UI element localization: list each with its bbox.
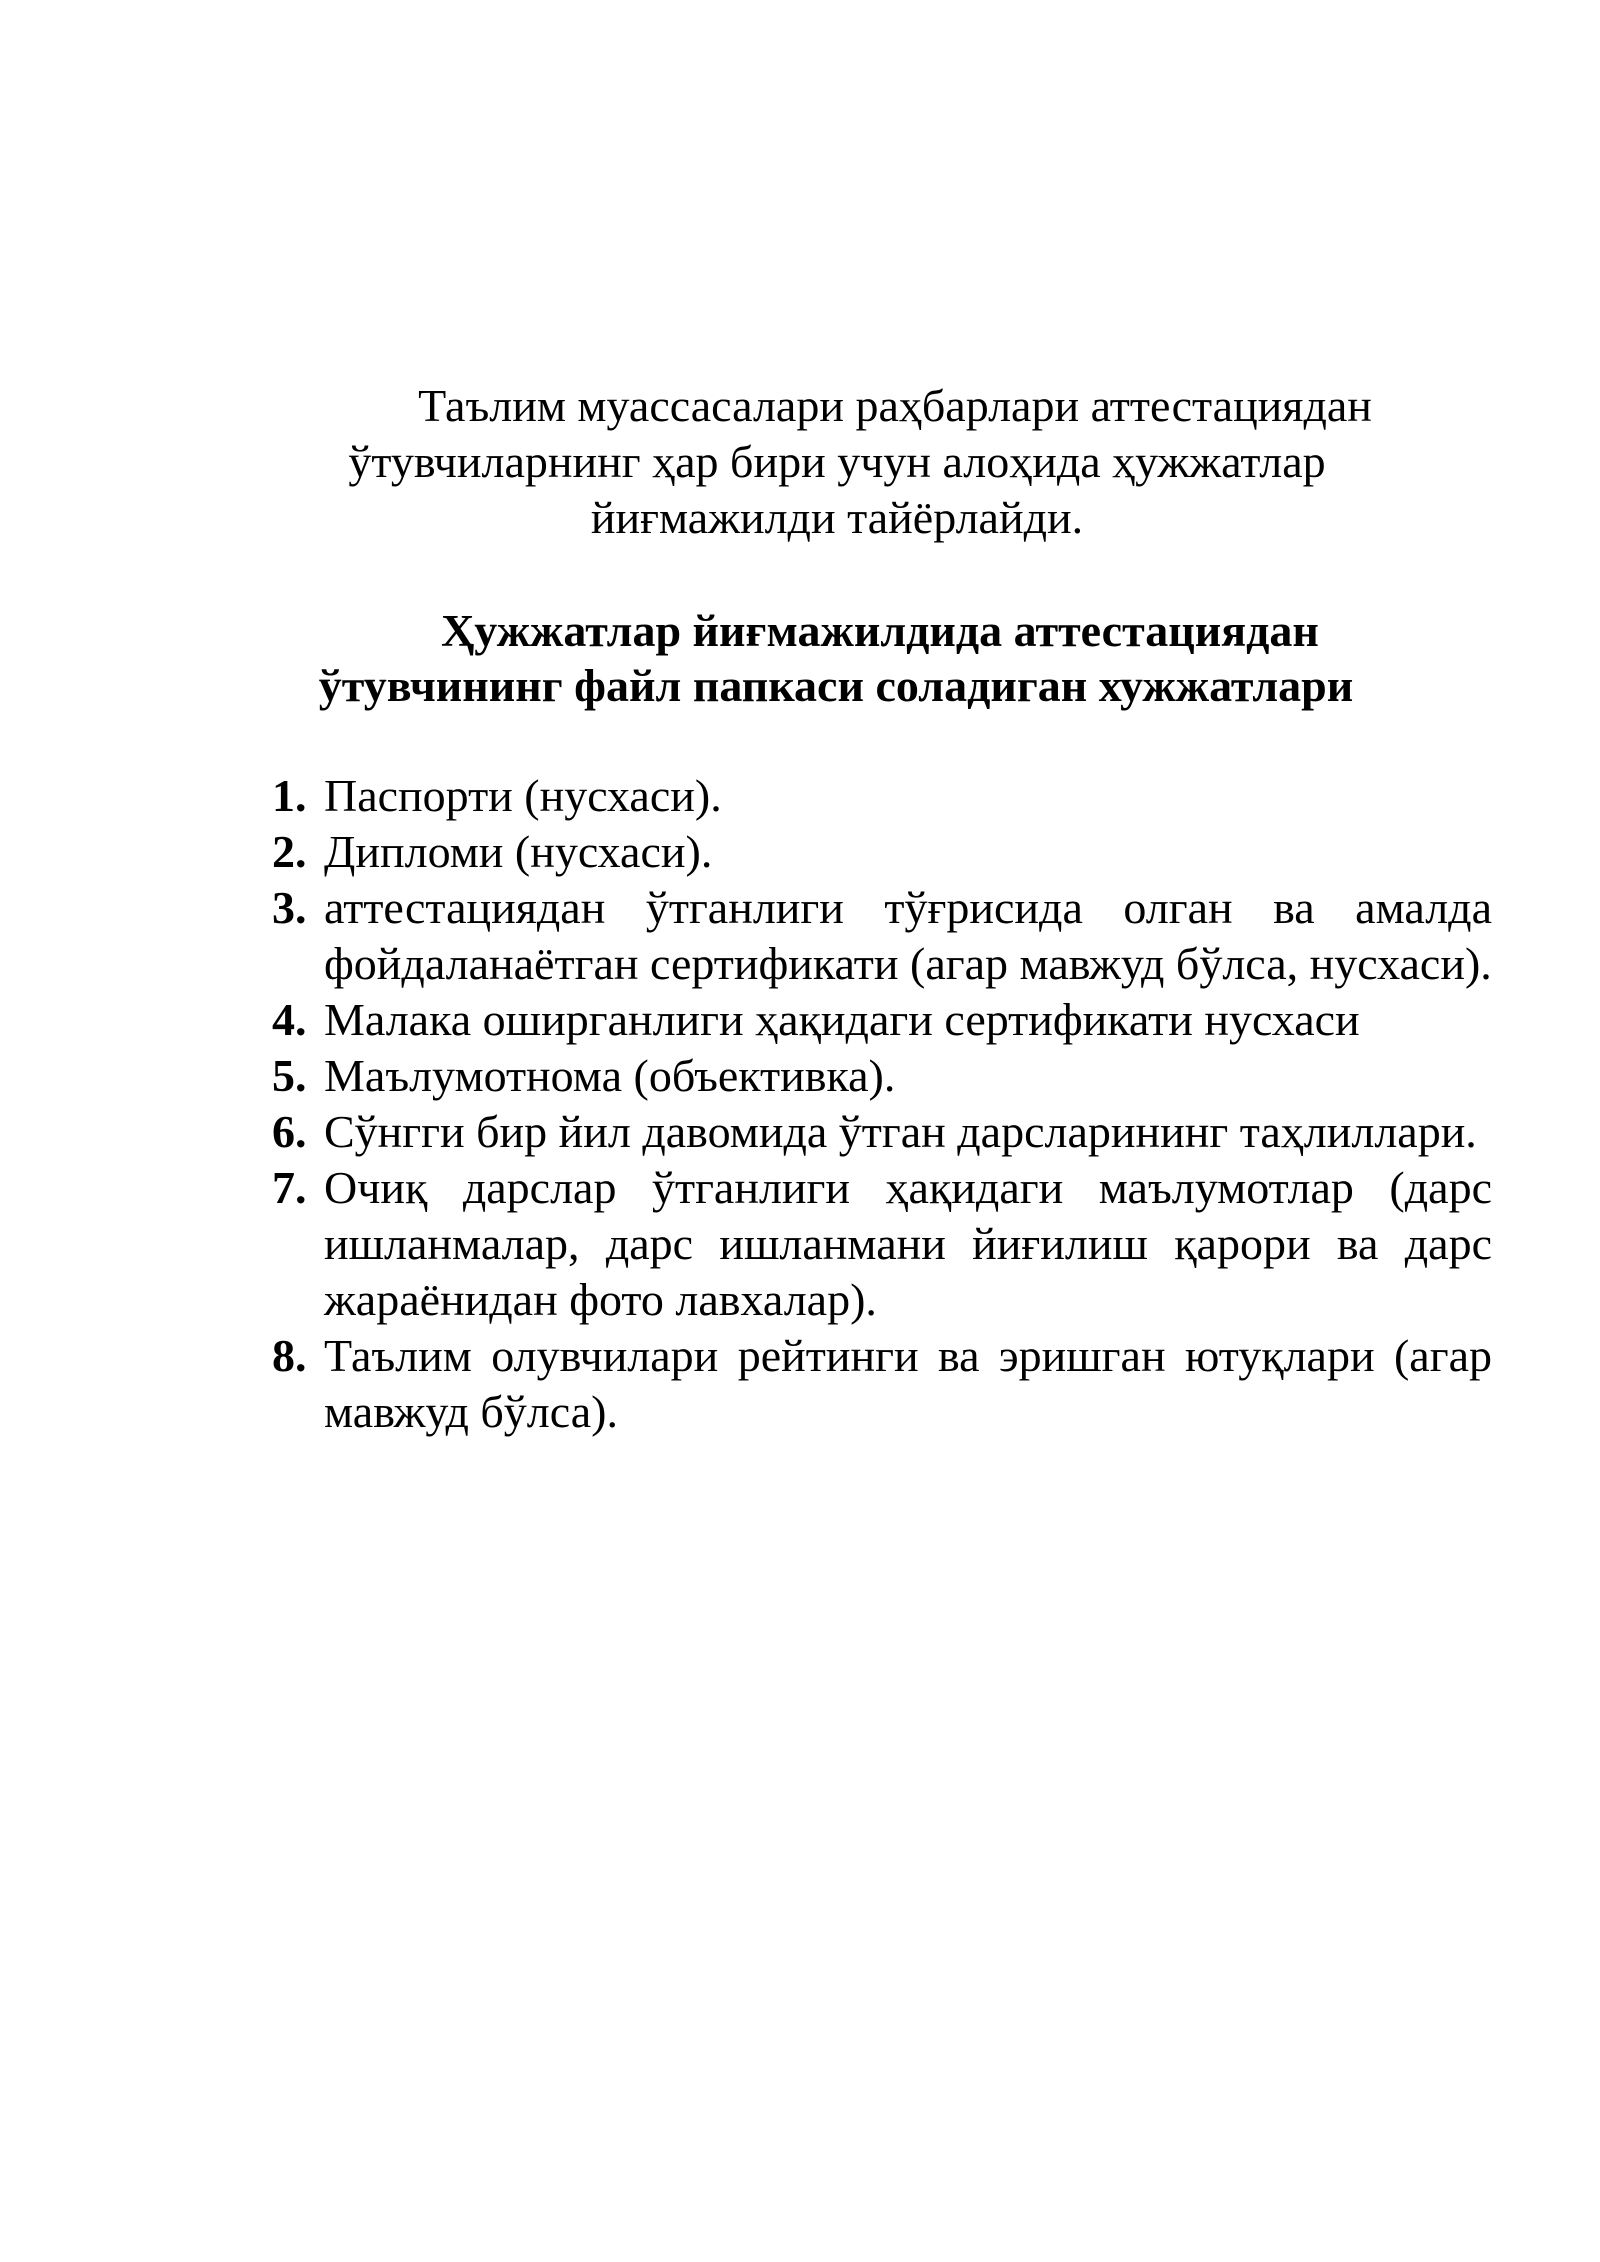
list-item-number: 1.: [272, 770, 307, 821]
intro-line: Таълим муассасалари раҳбарлари аттестациядан: [418, 380, 1372, 431]
list-item-text: Очиқ дарслар ўтганлиги ҳақидаги маълумотлар (дарс ишланмалар, дарс ишланмани йиғилиш қарори ва дарс жараёнидан фото лавхалар).: [324, 1162, 1492, 1325]
heading-line: ўтувчининг файл папкаси соладиган хужжатлари: [318, 660, 1354, 711]
list-item-text: Паспорти (нусхаси).: [324, 770, 722, 821]
section-heading: [300, 603, 1400, 713]
documents-list: [272, 768, 1492, 1440]
list-item-number: 6.: [272, 1106, 307, 1157]
list-item: [272, 824, 1492, 880]
list-item-text: Таълим олувчилари рейтинги ва эришган ютуқлари (агар мавжуд бўлса).: [324, 1330, 1492, 1437]
list-item-text: аттестациядан ўтганлиги тўғрисида олган ва амалда фойдаланаётган сертификати (агар мавжуд бўлса, нусхаси).: [324, 882, 1492, 989]
list-item: [272, 1160, 1492, 1328]
intro-paragraph: [300, 378, 1400, 546]
list-item-number: 3.: [272, 882, 307, 933]
list-item: [272, 1104, 1492, 1160]
intro-line: ўтувчиларнинг ҳар бири учун алоҳида ҳужжатлар: [348, 436, 1326, 487]
list-item: [272, 992, 1492, 1048]
list-item-number: 5.: [272, 1050, 307, 1101]
list-item-number: 2.: [272, 826, 307, 877]
list-item: [272, 1048, 1492, 1104]
list-item-text: Дипломи (нусхаси).: [324, 826, 713, 877]
intro-line: йиғмажилди тайёрлайди.: [590, 492, 1084, 543]
heading-line: Ҳужжатлар йиғмажилдида аттестациядан: [441, 605, 1319, 656]
list-item-number: 8.: [272, 1330, 307, 1381]
list-item: [272, 1328, 1492, 1440]
list-item-text: Маълумотнома (объективка).: [324, 1050, 896, 1101]
list-item: [272, 880, 1492, 992]
list-item-number: 4.: [272, 994, 307, 1045]
list-item-number: 7.: [272, 1162, 307, 1213]
list-item-text: Малака оширганлиги ҳақидаги сертификати нусхаси: [324, 994, 1360, 1045]
list-item: [272, 768, 1492, 824]
list-item-text: Сўнгги бир йил давомида ўтган дарсларининг таҳлиллари.: [324, 1106, 1477, 1157]
